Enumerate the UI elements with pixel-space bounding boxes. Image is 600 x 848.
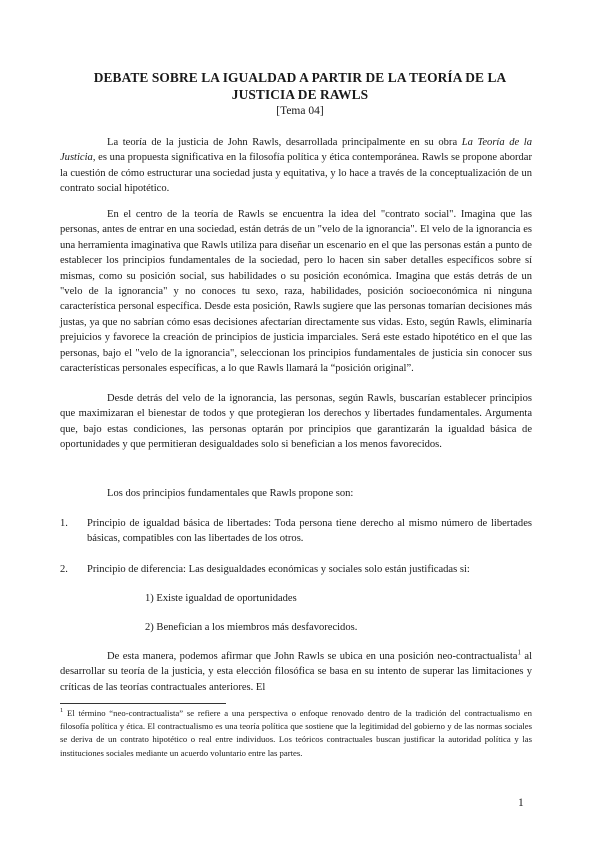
list-text: Principio de diferencia: Las desigualdades económicas y sociales solo están justificadas si:: [87, 564, 470, 575]
footnote-text: El término “neo-contractualista” se refiere a una perspectiva o enfoque renovado dentro de la tradición del contractualismo en filosofía política y ética. El contractualismo es una teoría política que sostiene que la legitimidad del gobierno y de las normas sociales se deriva de un contrato hipotético o real entre individuos. Los teóricos contractuales buscan justificar la autoridad política y las instituciones sociales mediante un acuerdo voluntario entre las partes.: [60, 708, 532, 758]
footnote-mark: 1: [60, 707, 64, 715]
list-text: Principio de igualdad básica de libertades: Toda persona tiene derecho al mismo número de libertades básicas, compatibles con las libertades de los otros.: [87, 518, 532, 545]
paragraph-social-contract: [60, 207, 532, 376]
list-item: [60, 562, 532, 577]
sub-list-item: 1) Existe igualdad de oportunidades: [145, 593, 297, 604]
paragraph-intro-start: La teoría de la justicia de John Rawls, desarrollada principalmente en su obra: [107, 137, 462, 148]
footnote-divider: [60, 703, 226, 704]
paragraph-neo-end: al desarrollar su teoría de la justicia, y esta elección filosófica se basa en su intento de superar las limitaciones y críticas de las teorías contractuales anteriores. El: [60, 651, 533, 693]
paragraph-intro-end: , es una propuesta significativa en la filosofía política y ética contemporánea. Rawls se propone abordar la cuestión de cómo estructurar una sociedad justa y equitativa, y lo hace a través de la conceptualización de un contrato social hipotético.: [60, 152, 532, 195]
document-subtitle: [Tema 04]: [276, 105, 324, 117]
footnote: [60, 707, 532, 760]
title-line-1: DEBATE SOBRE LA IGUALDAD A PARTIR DE LA TEORÍA DE LA: [93, 70, 507, 85]
paragraph-social-contract-text: En el centro de la teoría de Rawls se encuentra la idea del "contrato social". Imagina que las personas, antes de entrar en una sociedad, están detrás de un "velo de la ignorancia". El velo de la ignorancia es una herramienta imaginativa que Rawls utiliza para diseñar un escenario en el que las personas están a punto de establecer los principios fundamentales de la sociedad, pero lo hacen sin saber detalles específicos sobre sí mismas, como su posición social, sus habilidades o su posición económica. Imagina que estás detrás de un "velo de la ignorancia" y no conoces tu sexo, raza, habilidades, posición socioeconómica ni ninguna característica personal específica. Desde esta posición, Rawls sugiere que las personas tomarían decisiones más justas, ya que no sabrían cómo esas decisiones afectarían directamente sus vidas. Esto, según Rawls, eliminaría prejuicios y favorece la creación de principios de justicia imparciales. Será este estado hipotético en el que las personas, bajo el "velo de la ignorancia", seleccionan los principios fundamentales de justicia sin conocer sus características personales específicas, a lo que Rawls llamará la “posición original”.: [60, 209, 532, 375]
page-number: 1: [518, 797, 524, 809]
list-number: 1.: [60, 518, 68, 529]
paragraph-principles-intro: [60, 486, 532, 501]
paragraph-neo-contractualist: [60, 649, 532, 695]
title-line-2: JUSTICIA DE RAWLS: [231, 87, 369, 102]
paragraph-veil: [60, 391, 532, 453]
paragraph-veil-text: Desde detrás del velo de la ignorancia, las personas, según Rawls, buscarían establecer principios que maximizaran el bienestar de todos y que protegieran los derechos y libertades fundamentales. Argumenta que, bajo estas condiciones, las personas optarán por principios que garantizarán la igualdad básica de oportunidades y que permitieran desigualdades solo si benefician a los menos favorecidos.: [60, 393, 532, 451]
paragraph-neo-start: De esta manera, podemos afirmar que John Rawls se ubica en una posición neo-contractualista: [107, 651, 518, 662]
paragraph-intro: [60, 135, 532, 197]
work-title: La Teoría de la Justicia: [60, 137, 532, 164]
list-item: [60, 516, 532, 547]
paragraph-principles-intro-text: Los dos principios fundamentales que Rawls propone son:: [107, 488, 354, 499]
sub-list-item: 2) Benefician a los miembros más desfavorecidos.: [145, 622, 358, 633]
list-number: 2.: [60, 564, 68, 575]
footnote-reference[interactable]: 1: [517, 648, 521, 657]
document-title: [60, 69, 540, 103]
